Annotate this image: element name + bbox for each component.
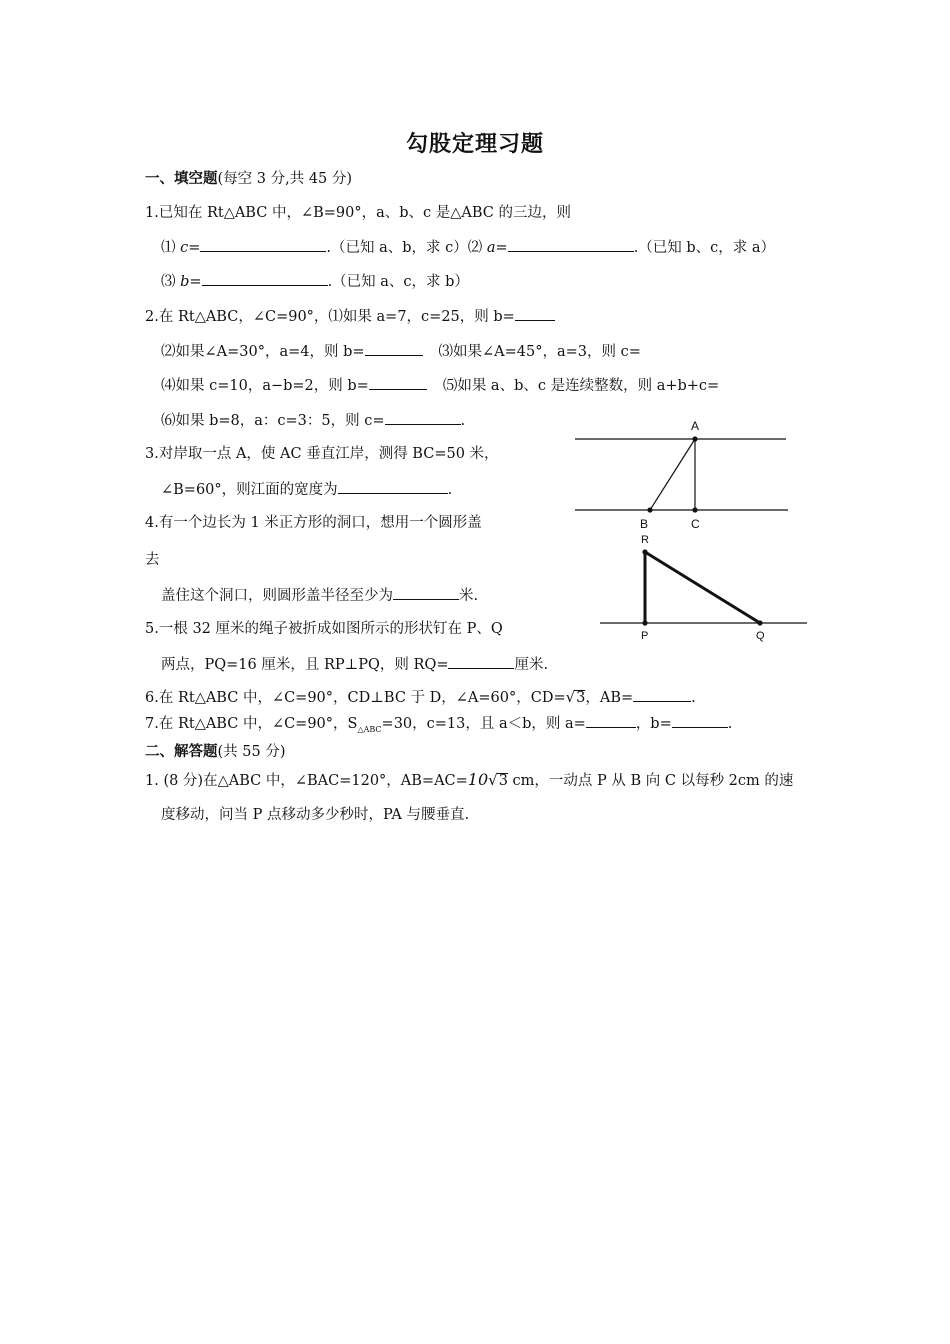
q2-line1-text: 2.在 Rt△ABC，∠C=90°，⑴如果 a=7，c=25，则 b= (145, 309, 515, 325)
q1-p2-blank (508, 237, 634, 252)
q1-p1-blank (200, 237, 326, 252)
a1-line2: 度移动，问当 P 点移动多少秒时，PA 与腰垂直. (161, 807, 470, 823)
label-a: A (691, 419, 700, 433)
q4-line2 (161, 585, 478, 606)
q2-line1 (145, 306, 555, 327)
sqrt-sign-icon: √ (488, 771, 498, 789)
point-b (647, 507, 652, 512)
page-title: 勾股定理习题 (405, 131, 544, 157)
label-p: P (641, 630, 649, 642)
segment-rq (645, 552, 760, 623)
label-b: B (640, 517, 649, 531)
q4-line2-end: 米. (459, 588, 479, 604)
q7-subscript: △ABC (357, 724, 382, 734)
q7-mid2: ，b= (635, 716, 672, 732)
q5-line2-text: 两点，PQ=16 厘米，且 RP⊥PQ，则 RQ= (161, 657, 449, 673)
q1-p2-var: a (486, 240, 496, 256)
q6-end: . (691, 690, 696, 706)
segment-ab (650, 439, 695, 510)
rope-figure (598, 532, 810, 644)
q4-line1: 4.有一个边长为 1 米正方形的洞口，想用一个圆形盖 (145, 515, 482, 531)
q3-line2-end: . (447, 482, 453, 498)
section1-title: 一、填空题 (145, 171, 218, 187)
q1-stem: 1.已知在 Rt△ABC 中，∠B=90°，a、b、c 是△ABC 的三边，则 (145, 205, 571, 221)
q7-end: . (727, 716, 733, 732)
q6-after: ，AB= (585, 690, 634, 706)
point-q (757, 620, 762, 625)
section2-title: 二、解答题 (145, 744, 218, 760)
q3-line2-text: ∠B=60°，则江面的宽度为 (161, 482, 338, 498)
q5-line2-end: 厘米. (514, 657, 549, 673)
q1-p2-label: ⑵ (467, 240, 487, 256)
q7-mid: =30，c=13，且 a＜b，则 a= (381, 716, 586, 732)
q2-line4-end: . (460, 413, 466, 429)
q1-part-3: ⑶ b= .（已知 a、c，求 b） (161, 271, 469, 292)
q2-line4 (161, 410, 465, 431)
q2-blank-2 (365, 341, 423, 356)
q7-before: 7.在 Rt△ABC 中，∠C=90°，S (145, 716, 358, 732)
point-r (642, 549, 647, 554)
section2-heading (145, 742, 285, 762)
q1-p2-after: .（已知 b、c，求 a） (633, 240, 776, 256)
section1-heading (145, 169, 352, 189)
section2-note: (共 55 分) (217, 744, 286, 760)
q1-p3-label: ⑶ (161, 274, 181, 290)
q2-blank-6 (385, 410, 461, 425)
q4-line1b: 去 (145, 552, 160, 568)
section1-note: (每空 3 分,共 45 分) (217, 171, 353, 187)
q1-p1-label: ⑴ (161, 240, 181, 256)
q4-blank (393, 585, 459, 600)
q1-p1-after: .（已知 a、b，求 c） (326, 240, 468, 256)
q6-blank (633, 687, 691, 702)
sqrt-sign-icon: √ (565, 688, 576, 706)
q2-line3a-text: ⑷如果 c=10，a−b=2，则 b= (161, 378, 369, 394)
q5-line1: 5.一根 32 厘米的绳子被折成如图所示的形状钉在 P、Q (145, 621, 503, 637)
q5-line2 (161, 654, 548, 675)
q1-parts-1-2: ⑴ c= .（已知 a、b，求 c）⑵ a= .（已知 b、c，求 a） (161, 237, 775, 258)
q2-line4-text: ⑹如果 b=8，a：c=3：5，则 c= (161, 413, 385, 429)
q7-line (145, 713, 732, 740)
label-q: Q (756, 630, 765, 642)
q3-line2 (161, 479, 452, 500)
q1-p1-var: c (180, 240, 189, 256)
q3-blank (338, 479, 448, 494)
q2-line3b-text: ⑸如果 a、b、c 是连续整数，则 a+b+c= (442, 378, 720, 394)
a1-radicand: 3 (498, 773, 508, 789)
q2-line2 (161, 341, 641, 362)
q2-line2b-text: ⑶如果∠A=45°，a=3，则 c= (438, 344, 641, 360)
q2-blank-1 (515, 306, 555, 321)
a1-coef: 10 (467, 770, 489, 789)
label-c: C (691, 517, 700, 531)
q1-p3-var: b (180, 274, 190, 290)
point-p (642, 620, 647, 625)
label-r: R (641, 534, 649, 546)
point-c (692, 507, 697, 512)
q6-radicand: 3 (576, 690, 586, 706)
q5-blank (448, 654, 514, 669)
q7-blank-b (672, 713, 728, 728)
q2-line3 (161, 375, 719, 396)
a1-line1 (145, 770, 793, 791)
q1-p3-blank (202, 271, 328, 286)
q2-blank-4 (369, 375, 427, 390)
q6-line (145, 687, 696, 708)
a1-after: cm，一动点 P 从 B 向 C 以每秒 2cm 的速 (507, 773, 794, 789)
q4-line2-text: 盖住这个洞口，则圆形盖半径至少为 (161, 588, 393, 604)
point-a (692, 436, 697, 441)
q6-before: 6.在 Rt△ABC 中，∠C=90°，CD⊥BC 于 D，∠A=60°，CD= (145, 690, 566, 706)
a1-before: 1. (8 分)在△ABC 中，∠BAC=120°，AB=AC= (145, 773, 468, 789)
q7-blank-a (586, 713, 636, 728)
river-figure (570, 415, 795, 535)
q1-p3-after: .（已知 a、c，求 b） (327, 274, 469, 290)
q3-line1: 3.对岸取一点 A，使 AC 垂直江岸，测得 BC=50 米， (145, 446, 499, 462)
q2-line2a-text: ⑵如果∠A=30°，a=4，则 b= (161, 344, 365, 360)
